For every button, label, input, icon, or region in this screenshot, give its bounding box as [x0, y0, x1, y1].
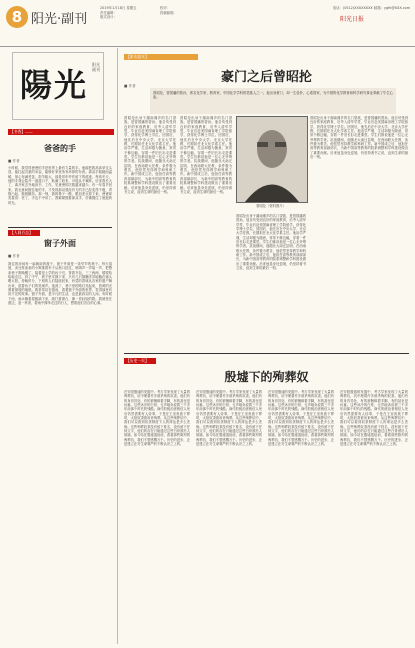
section-body-col2: 在安阳殷墟的发掘中，考古学家发现了大量的殉葬坑，坑中埋着许多被杀殉的奴隶。他们有的身首异处，有的被捆绑着手脚，有的甚至是孩童。这些冰冷的白骨，无声地诉说着三千多年前那个时代的残酷。商代的统治者相信人死后仍然需要有人侍奉，于是在王室贵族下葬时，大批奴隶被用来殉葬。从这些殉葬坑中，我们可以看到奴隶制度下人的命运是多么悲惨。这些殉葬奴隶没有留下姓名，没有留下任何文字，他们的存在只能通过这些白骨被后人知晓。如今站在殷墟遗址前，看着那些陈列的殉葬坑，我们不禁感慨万千。历史的进步，正是建立在对生命尊严的不断认识之上的。 [196, 390, 262, 447]
series-body-col3: 曾昭抡出身于湖南湘乡的名门望族，是曾国藩的曾孙。他自幼受到良好的家庭教育，后考入清华学堂，毕业后赴美国麻省理工学院留学，获得化学博士学位。回国后，他先后在中央大学、北京大学任教，长期担任北大化学系主任。他治学严谨，生活却极为随意，常常不修边幅，穿着一件旧长衫走进课堂。学生们都说他是一位心无旁骛的学者。抗战期间，他随北大南迁昆明，在西南联大任教，条件极为艰苦，他依然坚持教学和科研工作。新中国成立后，他担任高等教育部副部长，为新中国高等教育的院系调整和学科建设做出了重要贡献。后来他虽身处逆境，仍坚持著书立说，直到生命的最后一刻。 [236, 214, 306, 271]
series-body-col2: 曾昭抡出身于湖南湘乡的名门望族，是曾国藩的曾孙。他自幼受到良好的家庭教育，后考入清华学堂，毕业后赴美国麻省理工学院留学，获得化学博士学位。回国后，他先后在中央大学、北京大学任教，长期担任北大化学系主任。他治学严谨，生活却极为随意，常常不修边幅，穿着一件旧长衫走进课堂。学生们都说他是一位心无旁骛的学者。抗战期间，他随北大南迁昆明，在西南联大任教，条件极为艰苦，他依然坚持教学和科研工作。新中国成立后，他担任高等教育部副部长，为新中国高等教育的院系调整和学科建设做出了重要贡献。后来他虽身处逆境，仍坚持著书立说，直到生命的最后一刻。 [180, 116, 232, 194]
section-title-3: 殷墟下的殉葬奴 [224, 370, 309, 384]
series-tag: 【如水流年】 [124, 54, 198, 60]
series-title: 豪门之后曾昭抡 [220, 70, 312, 85]
header-editor: 责任编辑： [100, 10, 117, 15]
article-body-1: 小时候，我觉得爸爸的手是世界上最有力量的手。他能把我高高举过头顶，能扛起沉重的米袋，能修好家里所有坏掉的东西。那双手粗糙而温暖，掌心布满老茧，指节粗大，那是常年劳作留下的痕迹。每到冬天，他的手背会裂开一道道口子，贴满了胶布，可他从不喊疼。后来我长大了，离开家去外地读书、工作，见爸爸的次数越来越少。有一年春节回家，我无意间握住他的手，才发现那双曾经有力的手已经变得干瘦，青筋凸起，微微颤抖。那一刻，我的鼻子一酸，眼泪差点掉下来。爸爸却笑着说：老了，手也不中用了。我紧紧握着那双手，仿佛握住了流逝的时光。 [8, 166, 112, 205]
article-author-2: ■ 作者 [8, 254, 20, 258]
calligraphy-seal-text: 阳光副刊 [92, 62, 100, 72]
article-author-1: ■ 作者 [8, 159, 20, 163]
header-proofreader: 校对： [160, 6, 171, 10]
header-email-label: 投稿邮箱： [160, 10, 177, 15]
series-author: ■ 作者 [124, 84, 136, 88]
section-tag-2: 【人间百态】 [8, 230, 40, 236]
article-body-2: 我住的房间有一扇朝南的窗子，窗子外面是一条窄窄的巷子。每天清晨，卖豆浆油条的小贩推着车子从巷口经过，吆喝声一声接一声，把整条巷子都唤醒了。接着是上学的孩子们，背着书包，三三两两，嘻嘻哈哈地走过。到了中午，巷子里安静下来，只有几只猫懒洋洋地躺在墙头晒太阳。傍晚时分，下班的人们陆续回来，炒菜的香味从各家的窗户飘出来，混着孩子们的笑闹声。夜深了，巷子里的路灯亮起来，昏黄的光照着斑驳的墙壁。我常常站在窗前，看着窗子外面的世界，觉得那里有说不完的故事。窗子外面，是平凡的生活，也是最真实的人间。有时候下雨，雨水顺着屋檐滴下来，敲打着窗台，像一首轻轻的歌。我就坐在窗边，泡一杯茶，看雨中撑伞走过的行人，想着他们各自的心事。 [8, 262, 112, 306]
section-tag-3: 【历史一页】 [124, 358, 156, 364]
header-meta-2 [160, 6, 210, 15]
section-tag-1: 【书香】—— [8, 129, 114, 135]
series-body-col1: 曾昭抡出身于湖南湘乡的名门望族，是曾国藩的曾孙。他自幼受到良好的家庭教育，后考入清华学堂，毕业后赴美国麻省理工学院留学，获得化学博士学位。回国后，他先后在中央大学、北京大学任教，长期担任北大化学系主任。他治学严谨，生活却极为随意，常常不修边幅，穿着一件旧长衫走进课堂。学生们都说他是一位心无旁骛的学者。抗战期间，他随北大南迁昆明，在西南联大任教，条件极为艰苦，他依然坚持教学和科研工作。新中国成立后，他担任高等教育部副部长，为新中国高等教育的院系调整和学科建设做出了重要贡献。后来他虽身处逆境，仍坚持著书立说，直到生命的最后一刻。 [124, 116, 176, 194]
header-date: 2019年1月18日 星期五 [100, 6, 137, 10]
header-designer: 版式设计： [100, 15, 117, 20]
divider [8, 227, 112, 228]
portrait-photo [236, 116, 308, 203]
page-header [0, 0, 415, 47]
header-contact: 电话：(0512)XXXXXXXX 邮箱：ygfk@XXX.com [332, 6, 410, 10]
column-divider [117, 48, 118, 644]
page-title: 阳光·副刊 [31, 12, 88, 27]
section-body-col4: 在安阳殷墟的发掘中，考古学家发现了大量的殉葬坑，坑中埋着许多被杀殉的奴隶。他们有的身首异处，有的被捆绑着手脚，有的甚至是孩童。这些冰冷的白骨，无声地诉说着三千多年前那个时代的残酷。商代的统治者相信人死后仍然需要有人侍奉，于是在王室贵族下葬时，大批奴隶被用来殉葬。从这些殉葬坑中，我们可以看到奴隶制度下人的命运是多么悲惨。这些殉葬奴隶没有留下姓名，没有留下任何文字，他们的存在只能通过这些白骨被后人知晓。如今站在殷墟遗址前，看着那些陈列的殉葬坑，我们不禁感慨万千。历史的进步，正是建立在对生命尊严的不断认识之上的。 [340, 390, 408, 447]
series-lead: 曾昭抡，曾国藩的曾孙，著名化学家、教育家，中国化学学科的奠基人之一。他出身豪门，却一生俭朴，心系国家，为中国的化学教育和科学研究事业奉献了毕生心血。 [150, 88, 396, 114]
edition-logo: 阳光日报 [340, 16, 365, 23]
calligraphy-text: 陽光 [20, 66, 89, 104]
section-body-col3: 在安阳殷墟的发掘中，考古学家发现了大量的殉葬坑，坑中埋着许多被杀殉的奴隶。他们有的身首异处，有的被捆绑着手脚，有的甚至是孩童。这些冰冷的白骨，无声地诉说着三千多年前那个时代的残酷。商代的统治者相信人死后仍然需要有人侍奉，于是在王室贵族下葬时，大批奴隶被用来殉葬。从这些殉葬坑中，我们可以看到奴隶制度下人的命运是多么悲惨。这些殉葬奴隶没有留下姓名，没有留下任何文字，他们的存在只能通过这些白骨被后人知晓。如今站在殷墟遗址前，看着那些陈列的殉葬坑，我们不禁感慨万千。历史的进步，正是建立在对生命尊严的不断认识之上的。 [268, 390, 334, 447]
article-title-2: 窗子外面 [44, 238, 76, 248]
calligraphy-logo [8, 50, 108, 120]
page-number-badge: 8 [6, 6, 28, 28]
series-body-col4: 曾昭抡出身于湖南湘乡的名门望族，是曾国藩的曾孙。他自幼受到良好的家庭教育，后考入清华学堂，毕业后赴美国麻省理工学院留学，获得化学博士学位。回国后，他先后在中央大学、北京大学任教，长期担任北大化学系主任。他治学严谨，生活却极为随意，常常不修边幅，穿着一件旧长衫走进课堂。学生们都说他是一位心无旁骛的学者。抗战期间，他随北大南迁昆明，在西南联大任教，条件极为艰苦，他依然坚持教学和科研工作。新中国成立后，他担任高等教育部副部长，为新中国高等教育的院系调整和学科建设做出了重要贡献。后来他虽身处逆境，仍坚持著书立说，直到生命的最后一刻。 [310, 116, 408, 160]
section-divider [124, 353, 409, 354]
section-body-col1: 在安阳殷墟的发掘中，考古学家发现了大量的殉葬坑，坑中埋着许多被杀殉的奴隶。他们有的身首异处，有的被捆绑着手脚，有的甚至是孩童。这些冰冷的白骨，无声地诉说着三千多年前那个时代的残酷。商代的统治者相信人死后仍然需要有人侍奉，于是在王室贵族下葬时，大批奴隶被用来殉葬。从这些殉葬坑中，我们可以看到奴隶制度下人的命运是多么悲惨。这些殉葬奴隶没有留下姓名，没有留下任何文字，他们的存在只能通过这些白骨被后人知晓。如今站在殷墟遗址前，看着那些陈列的殉葬坑，我们不禁感慨万千。历史的进步，正是建立在对生命尊严的不断认识之上的。 [124, 390, 190, 447]
header-meta [100, 6, 160, 20]
photo-caption: 曾昭抡（资料图片） [256, 204, 286, 208]
article-title-1: 爸爸的手 [44, 143, 76, 153]
